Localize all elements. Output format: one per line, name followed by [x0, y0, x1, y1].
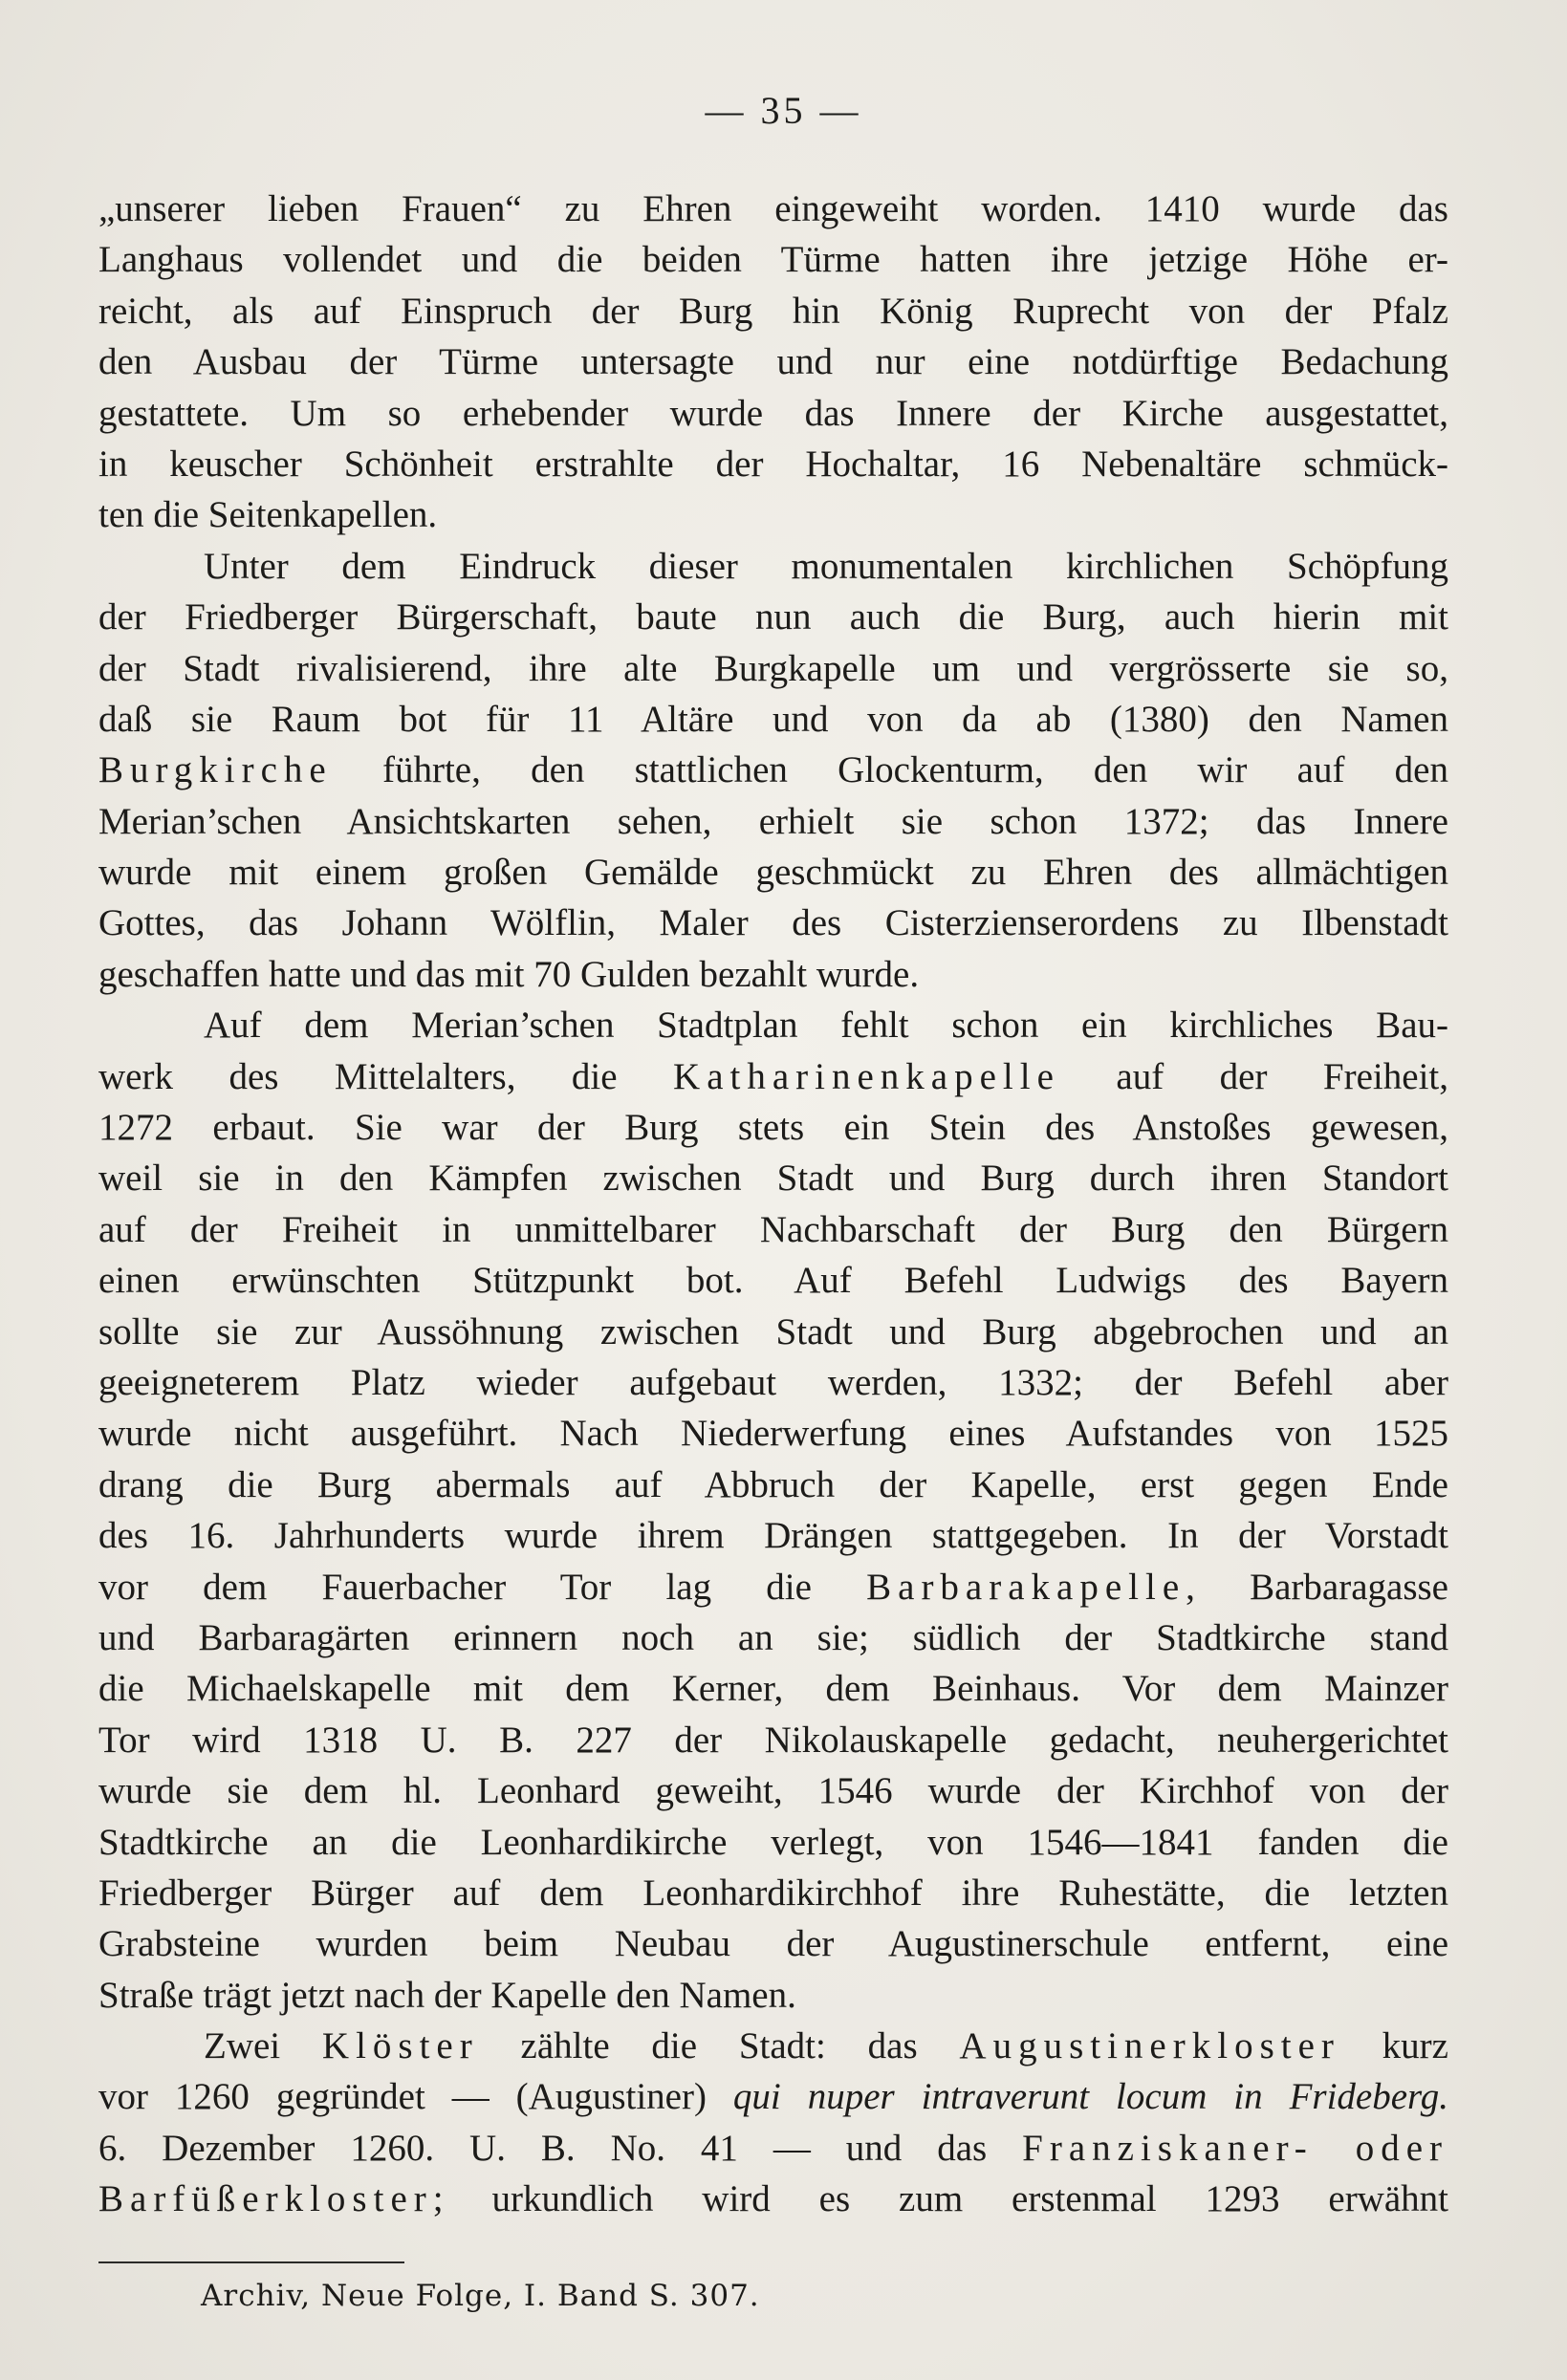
text-segment: vor 1260 gegründet — (Augustiner) [98, 2076, 733, 2118]
text-line [98, 592, 1448, 642]
text-segment: wurde sie dem hl. Leonhard geweiht, 1546 wurde der Kirchhof von der [98, 1770, 1448, 1812]
text-segment: Unter dem Eindruck dieser monumentalen kirchlichen Schöpfung [204, 545, 1448, 587]
text-segment: Straße trägt jetzt nach der Kapelle den Namen. [98, 1974, 796, 2016]
text-line [98, 1765, 1448, 1816]
text-line [98, 1408, 1448, 1459]
text-segment: , Barbaragasse [1186, 1566, 1448, 1608]
text-segment: in keuscher Schönheit erstrahlte der Hochaltar, 16 Nebenaltäre schmück- [98, 443, 1448, 485]
text-line [98, 1970, 1448, 2021]
text-segment: gestattete. Um so erhebender wurde das Innere der Kirche ausgestattet, [98, 392, 1448, 434]
text-line [98, 1255, 1448, 1306]
text-segment: der Friedberger Bürgerschaft, baute nun auch die Burg, auch hierin mit [98, 596, 1448, 638]
text-segment: Zwei [204, 2025, 322, 2067]
text-line [98, 1612, 1448, 1663]
text-segment: Langhaus vollendet und die beiden Türme hatten ihre jetzige Höhe er- [98, 239, 1448, 281]
text-segment: Auf dem Merian’schen Stadtplan fehlt schon ein kirchliches Bau- [204, 1005, 1448, 1047]
text-segment: wurde nicht ausgeführt. Nach Niederwerfung eines Aufstandes von 1525 [98, 1413, 1448, 1455]
text-line [98, 898, 1448, 948]
text-line [98, 694, 1448, 745]
text-line [98, 1460, 1448, 1510]
spaced-term: Barbarakapelle [866, 1566, 1186, 1608]
text-line [98, 1663, 1448, 1714]
text-segment: kurz [1339, 2025, 1448, 2067]
text-line [98, 1357, 1448, 1408]
spaced-term: Klöster [321, 2025, 479, 2067]
text-line [98, 336, 1448, 387]
text-line [98, 489, 1448, 540]
text-segment: reicht, als auf Einspruch der Burg hin König Ruprecht von der Pfalz [98, 290, 1448, 332]
text-segment: geeigneterem Platz wieder aufgebaut werden, 1332; der Befehl aber [98, 1361, 1448, 1403]
text-segment: „unserer lieben Frauen“ zu Ehren eingeweiht worden. 1410 wurde das [98, 188, 1448, 229]
text-line [98, 1307, 1448, 1357]
body-text [98, 184, 1448, 2225]
text-segment: einen erwünschten Stützpunkt bot. Auf Befehl Ludwigs des Bayern [98, 1260, 1448, 1302]
text-line [98, 1510, 1448, 1561]
text-segment: auf der Freiheit in unmittelbarer Nachbarschaft der Burg den Bürgern [98, 1208, 1448, 1250]
text-line [98, 643, 1448, 694]
text-line [98, 796, 1448, 847]
text-line [98, 2071, 1448, 2122]
text-segment: die Michaelskapelle mit dem Kerner, dem Beinhaus. Vor dem Mainzer [98, 1668, 1448, 1710]
text-segment: werk des Mittelalters, die [98, 1055, 674, 1097]
text-line [98, 1153, 1448, 1203]
text-segment: Merian’schen Ansichtskarten sehen, erhielt sie schon 1372; das Innere [98, 800, 1448, 842]
text-line [98, 1102, 1448, 1153]
text-segment: ; urkundlich wird es zum erstenmal 1293 erwähnt [432, 2178, 1448, 2220]
text-segment: führte, den stattlichen Glockenturm, den wir auf den [332, 749, 1448, 791]
text-line [98, 388, 1448, 439]
text-segment: 1272 erbaut. Sie war der Burg stets ein Stein des Anstoßes gewesen, [98, 1107, 1448, 1149]
text-line [98, 286, 1448, 336]
text-line [98, 847, 1448, 898]
footnote: Archiv, Neue Folge, I. Band S. 307. [201, 2279, 760, 2313]
text-segment: und Barbaragärten erinnern noch an sie; südlich der Stadtkirche stand [98, 1616, 1448, 1658]
text-line [98, 1715, 1448, 1765]
latin-quote: qui nuper intraverunt locum in Frideberg. [732, 2076, 1449, 2118]
text-line [98, 745, 1448, 795]
text-line [98, 234, 1448, 285]
text-segment: wurde mit einem großen Gemälde geschmückt zu Ehren des allmächtigen [98, 852, 1448, 894]
text-line [98, 1918, 1448, 1969]
text-segment: vor dem Fauerbacher Tor lag die [98, 1566, 867, 1608]
text-line [98, 2123, 1448, 2174]
text-line [98, 949, 1448, 1000]
text-line [98, 184, 1448, 234]
text-segment: zählte die Stadt: das [478, 2025, 960, 2067]
text-segment: 6. Dezember 1260. U. B. No. 41 — und das [98, 2127, 1023, 2169]
text-line [98, 1817, 1448, 1868]
text-line [98, 1204, 1448, 1255]
text-line [98, 1562, 1448, 1612]
text-segment: Gottes, das Johann Wölflin, Maler des Cisterzienserordens zu Ilbenstadt [98, 902, 1448, 944]
text-line [98, 439, 1448, 489]
text-line [98, 1000, 1448, 1050]
text-segment: Friedberger Bürger auf dem Leonhardikirchhof ihre Ruhestätte, die letzten [98, 1872, 1448, 1914]
text-line [98, 1868, 1448, 1918]
page-number: — 35 — [705, 89, 862, 132]
text-line [98, 541, 1448, 592]
footnote-rule [98, 2261, 404, 2263]
text-segment: Grabsteine wurden beim Neubau der Augustinerschule entfernt, eine [98, 1923, 1448, 1965]
spaced-term: Burgkirche [98, 749, 333, 791]
text-segment: Tor wird 1318 U. B. 227 der Nikolauskapelle gedacht, neuhergerichtet [98, 1719, 1448, 1761]
text-segment: des 16. Jahrhunderts wurde ihrem Drängen stattgegeben. In der Vorstadt [98, 1515, 1448, 1557]
text-segment: der Stadt rivalisierend, ihre alte Burgkapelle um und vergrösserte sie so, [98, 647, 1448, 689]
text-segment: drang die Burg abermals auf Abbruch der Kapelle, erst gegen Ende [98, 1463, 1448, 1505]
spaced-term: Katharinenkapelle [673, 1055, 1060, 1097]
text-segment: daß sie Raum bot für 11 Altäre und von da ab (1380) den Namen [98, 698, 1448, 740]
text-segment: sollte sie zur Aussöhnung zwischen Stadt und Burg abgebrochen und an [98, 1310, 1448, 1352]
spaced-term: Augustinerkloster [959, 2025, 1340, 2067]
text-segment: auf der Freiheit, [1059, 1055, 1448, 1097]
text-line [98, 1051, 1448, 1102]
spaced-term: Franziskaner- oder [1022, 2127, 1448, 2169]
text-line [98, 2021, 1448, 2071]
text-segment: geschaffen hatte und das mit 70 Gulden bezahlt wurde. [98, 953, 920, 995]
spaced-term: Barfüßerkloster [98, 2178, 433, 2220]
text-segment: ten die Seitenkapellen. [98, 494, 438, 536]
text-segment: Stadtkirche an die Leonhardikirche verlegt, von 1546—1841 fanden die [98, 1821, 1448, 1863]
text-line [98, 2174, 1448, 2224]
text-segment: den Ausbau der Türme untersagte und nur eine notdürftige Bedachung [98, 341, 1448, 383]
text-segment: weil sie in den Kämpfen zwischen Stadt und Burg durch ihren Standort [98, 1158, 1448, 1200]
